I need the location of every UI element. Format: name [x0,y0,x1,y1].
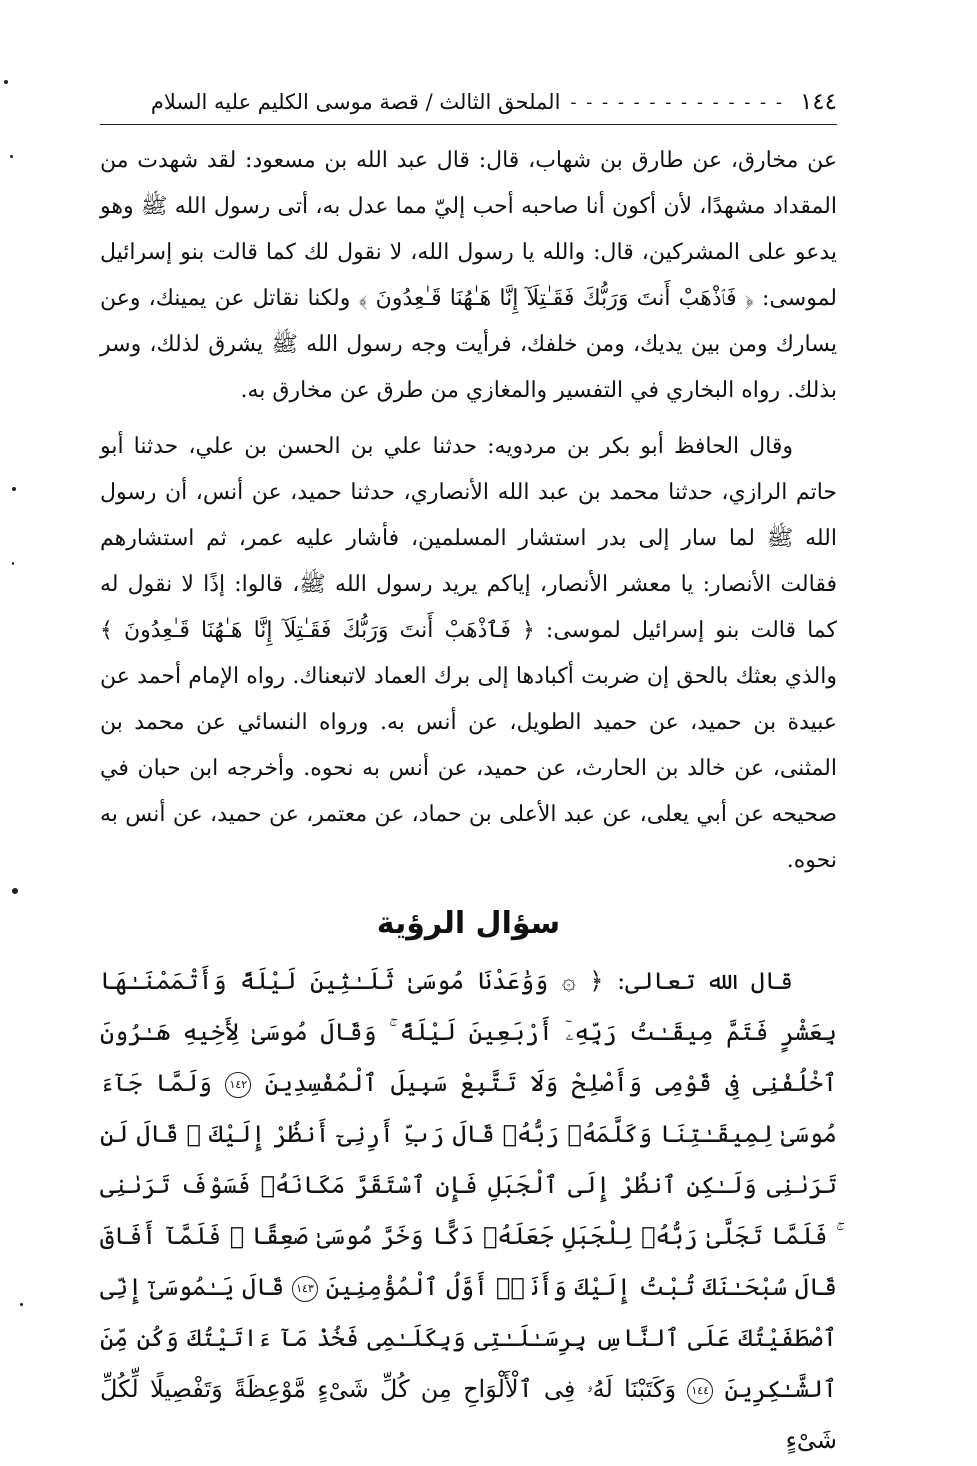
section-heading: سؤال الرؤية [376,906,561,941]
scan-speck [4,80,8,84]
header-dashes: - - - - - - - - - - - - - - [570,91,784,113]
header-title: الملحق الثالث / قصة موسى الكليم عليه السلام [150,90,561,114]
scan-speck [12,487,16,491]
scan-speck [12,888,18,894]
paragraph-2: وقال الحافظ أبو بكر بن مردويه: حدثنا علي بن الحسن بن علي، حدثنا أبو حاتم الرازي، حدثنا محمد بن عبد الله الأنصاري، حدثنا حميد، عن أنس، أن رسول الله ﷺ لما سار إلى بدر استشار المسلمين، فأشار عليه عمر، ثم استشارهم فقالت الأنصار: يا معشر الأنصار، إياكم يريد رسول الله ﷺ، قالوا: إذًا لا نقول له كما قالت بنو إسرائيل لموسى: ﴿ فَٱذْهَبْ أَنتَ وَرَبُّكَ فَقَـٰتِلَآ إِنَّا هَـٰهُنَا قَـٰعِدُونَ ﴾ والذي بعثك بالحق إن ضربت أكبادها إلى برك العماد لاتبعناك. رواه الإمام أحمد عن عبيدة بن حميد، عن حميد الطويل، عن أنس به. ورواه النسائي عن محمد بن المثنى، عن خالد بن الحارث، عن حميد، عن أنس به نحوه. وأخرجه ابن حبان في صحيحه عن أبي يعلى، عن عبد الأعلى بن حماد، عن معتمر، عن حميد، عن أنس به نحوه. [100,434,837,873]
ayah-number-marker: ١٤٤ [687,1378,713,1404]
verse-part-2: وَلَمَّا جَآءَ مُوسَىٰ لِمِيقَـٰتِنَا وَكَلَّمَهُۥ رَبُّهُۥ قَالَ رَبِّ أَرِنِىٓ أَنظُرْ إِلَيْكَ ۚ قَالَ لَن تَرَىٰنِى وَلَـٰكِنِ ٱنظُرْ إِلَى ٱلْجَبَلِ فَإِنِ ٱسْتَقَرَّ مَكَانَهُۥ فَسَوْفَ تَرَىٰنِى ۚ فَلَمَّا تَجَلَّىٰ رَبُّهُۥ لِلْجَبَلِ جَعَلَهُۥ دَكًّا وَخَرَّ مُوسَىٰ صَعِقًا ۚ فَلَمَّآ أَفَاقَ قَالَ سُبْحَـٰنَكَ تُبْتُ إِلَيْكَ وَأَنَا۠ أَوَّلُ ٱلْمُؤْمِنِينَ [100,1069,838,1301]
verse-part-1: قال الله تعالى: ﴿ ۞ وَوَٰعَدْنَا مُوسَىٰ ثَلَـٰثِينَ لَيْلَةً وَأَتْمَمْنَـٰهَا بِعَشْرٍ فَتَمَّ مِيقَـٰتُ رَبِّهِۦٓ أَرْبَعِينَ لَيْلَةً ۚ وَقَالَ مُوسَىٰ لِأَخِيهِ هَـٰرُونَ ٱخْلُفْنِى فِى قَوْمِى وَأَصْلِحْ وَلَا تَتَّبِعْ سَبِيلَ ٱلْمُفْسِدِينَ [100,967,838,1097]
scan-speck [20,1303,23,1306]
verse-part-3: قَالَ يَـٰمُوسَىٰٓ إِنِّى ٱصْطَفَيْتُكَ عَلَى ٱلنَّاسِ بِرِسَـٰلَـٰتِى وَبِكَلَـٰمِى فَخُذْ مَآ ءَاتَيْتُكَ وَكُن مِّنَ ٱلشَّـٰكِرِينَ [100,1273,837,1403]
verse-part-4: وَكَتَبْنَا لَهُۥ فِى ٱلْأَلْوَاحِ مِن كُلِّ شَىْءٍ مَّوْعِظَةً وَتَفْصِيلًا لِّكُلِّ شَىْءٍ [100,1375,837,1454]
ayah-number-marker: ١٤٣ [292,1276,318,1302]
main-text [100,138,837,1466]
scan-speck [12,562,14,565]
scan-speck [10,155,13,158]
quran-verse-block [100,956,837,1466]
page-number: ١٤٤ [799,89,837,115]
paragraph-1: عن مخارق، عن طارق بن شهاب، قال: قال عبد الله بن مسعود: لقد شهدت من المقداد مشهدًا، لأن أكون أنا صاحبه أحب إليّ مما عدل به، أتى رسول الله ﷺ وهو يدعو على المشركين، قال: والله يا رسول الله، لا نقول لك كما قالت بنو إسرائيل لموسى: ﴿ فَٱذْهَبْ أَنتَ وَرَبُّكَ فَقَـٰتِلَآ إِنَّا هَـٰهُنَا قَـٰعِدُونَ ﴾ ولكنا نقاتل عن يمينك، وعن يسارك ومن بين يديك، ومن خلفك، فرأيت وجه رسول الله ﷺ يشرق لذلك، وسر بذلك. رواه البخاري في التفسير والمغازي من طرق عن مخارق به. [100,148,837,403]
ayah-number-marker: ١٤٢ [225,1072,251,1098]
running-header [100,80,837,125]
